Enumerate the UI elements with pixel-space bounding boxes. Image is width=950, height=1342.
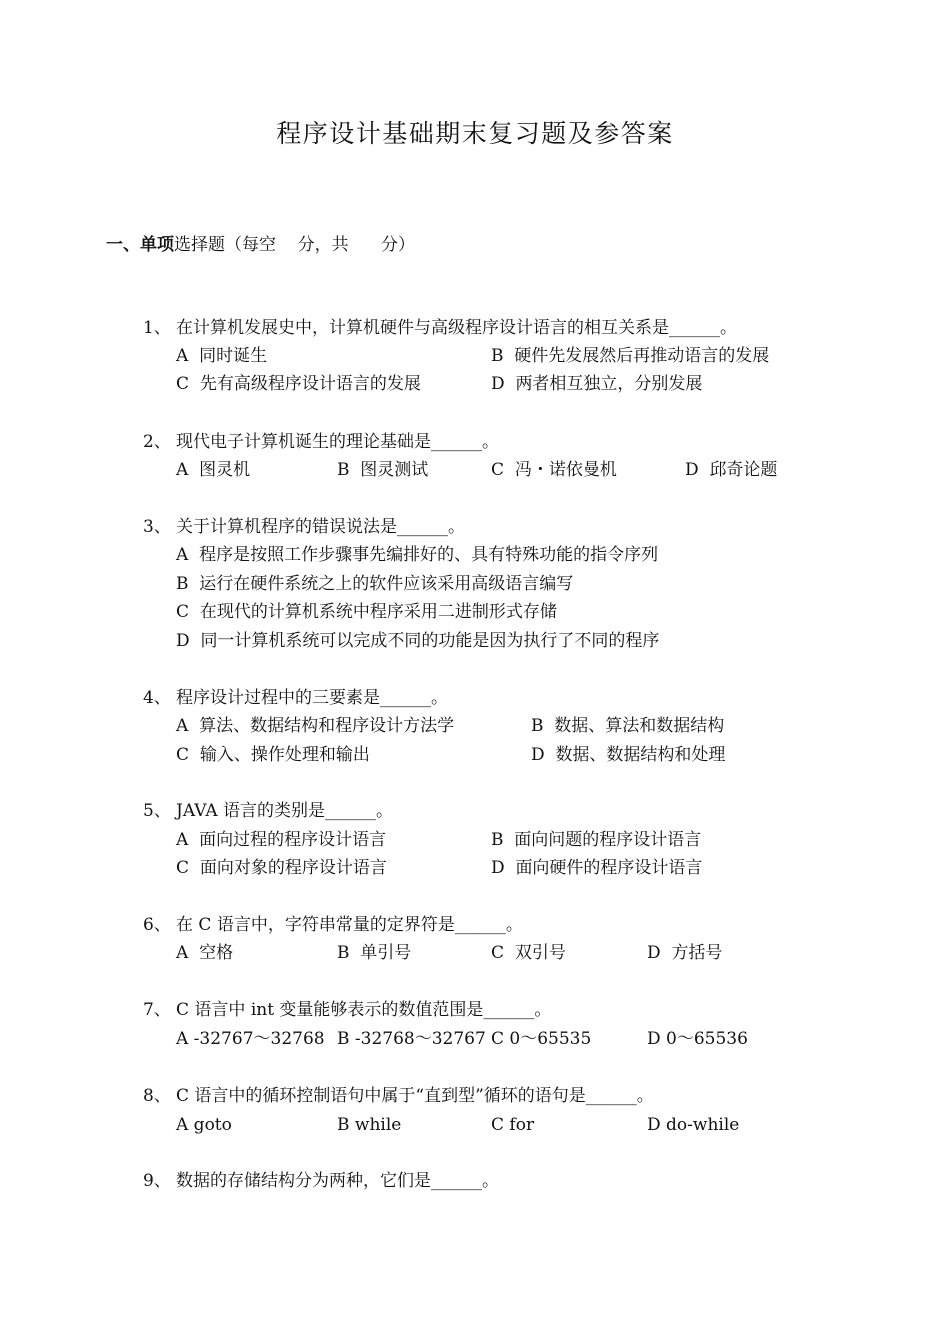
- question-text: 现代电子计算机诞生的理论基础是______。: [176, 432, 499, 452]
- option-c: C 输入、操作处理和输出: [176, 745, 370, 765]
- option-c: C 双引号: [491, 943, 566, 963]
- option-a: A 程序是按照工作步骤事先编排好的、具有特殊功能的指令序列: [176, 545, 659, 565]
- option-d: D do-while: [647, 1115, 740, 1135]
- question-number: 7、: [143, 1000, 171, 1020]
- question-number: 2、: [143, 432, 171, 452]
- option-b: B 单引号: [337, 943, 412, 963]
- option-a: A 面向过程的程序设计语言: [176, 830, 387, 850]
- option-c: C 冯・诺依曼机: [491, 460, 617, 480]
- question-number: 9、: [143, 1171, 171, 1191]
- question-text: C 语言中 int 变量能够表示的数值范围是______。: [176, 1000, 552, 1020]
- option-b: B while: [337, 1115, 402, 1135]
- option-b: B 图灵测试: [337, 460, 429, 480]
- option-b: B -32768～32767: [337, 1029, 486, 1049]
- option-d: D 数据、数据结构和处理: [531, 745, 726, 765]
- option-c: C 先有高级程序设计语言的发展: [176, 374, 421, 394]
- option-c: C 在现代的计算机系统中程序采用二进制形式存储: [176, 602, 557, 622]
- document-title: 程序设计基础期末复习题及参答案: [276, 119, 674, 148]
- option-b: B 运行在硬件系统之上的软件应该采用高级语言编写: [176, 574, 574, 594]
- option-d: D 0～65536: [647, 1029, 748, 1049]
- question-number: 6、: [143, 915, 171, 935]
- question-number: 1、: [143, 318, 171, 338]
- question-text: 关于计算机程序的错误说法是______。: [176, 517, 465, 537]
- question-text: 数据的存储结构分为两种，它们是______。: [176, 1171, 499, 1191]
- option-a: A 图灵机: [176, 460, 251, 480]
- option-a: A 算法、数据结构和程序设计方法学: [176, 716, 455, 736]
- option-c: C 0～65535: [491, 1029, 592, 1049]
- option-b: B 硬件先发展然后再推动语言的发展: [491, 346, 770, 366]
- option-a: A -32767～32768: [176, 1029, 325, 1049]
- option-b: B 面向问题的程序设计语言: [491, 830, 702, 850]
- question-number: 4、: [143, 688, 171, 708]
- option-c: C 面向对象的程序设计语言: [176, 858, 387, 878]
- option-d: D 邱奇论题: [685, 460, 778, 480]
- option-a: A goto: [176, 1115, 232, 1135]
- question-text: 程序设计过程中的三要素是______。: [176, 688, 448, 708]
- option-d: D 面向硬件的程序设计语言: [491, 858, 703, 878]
- option-a: A 空格: [176, 943, 234, 963]
- question-number: 3、: [143, 517, 171, 537]
- option-a: A 同时诞生: [176, 346, 268, 366]
- option-c: C for: [491, 1115, 535, 1135]
- question-text: JAVA 语言的类别是______。: [176, 801, 394, 821]
- option-d: D 两者相互独立，分别发展: [491, 374, 703, 394]
- option-d: D 同一计算机系统可以完成不同的功能是因为执行了不同的程序: [176, 631, 660, 651]
- option-d: D 方括号: [647, 943, 723, 963]
- option-b: B 数据、算法和数据结构: [531, 716, 725, 736]
- question-number: 5、: [143, 801, 171, 821]
- section-heading: [106, 230, 415, 255]
- section-heading-text: 选择题（每空 分，共 分）: [174, 235, 416, 255]
- question-number: 8、: [143, 1086, 171, 1106]
- question-text: C 语言中的循环控制语句中属于“直到型”循环的语句是______。: [176, 1086, 654, 1106]
- question-text: 在 C 语言中，字符串常量的定界符是______。: [176, 915, 523, 935]
- question-text: 在计算机发展史中，计算机硬件与高级程序设计语言的相互关系是______。: [176, 318, 737, 338]
- section-heading-number: 一、单项: [106, 235, 174, 255]
